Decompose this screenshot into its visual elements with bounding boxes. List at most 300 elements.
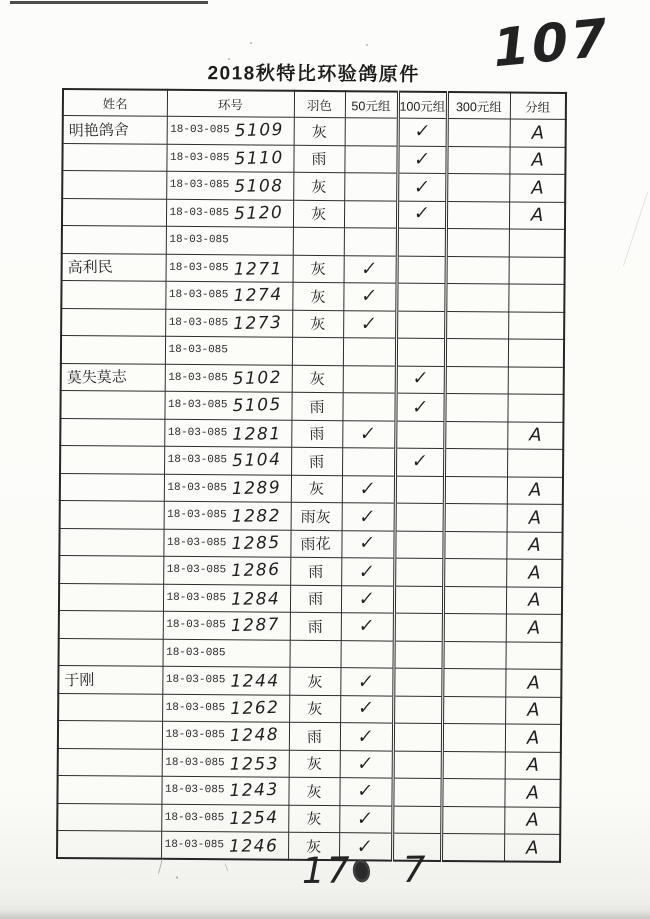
cell-300yuan-group [442, 696, 505, 724]
cell-300yuan-group [443, 558, 506, 586]
cell-50yuan-group [339, 805, 392, 833]
feather-color-text: 灰 [307, 672, 323, 691]
table-row [61, 363, 564, 394]
cell-300yuan-group [445, 366, 508, 394]
checkmark-50yuan: ✓ [358, 532, 377, 555]
cell-feather-color [290, 612, 341, 640]
table-row [61, 280, 564, 311]
cell-50yuan-group [343, 283, 396, 311]
group-letter-text: A [528, 479, 541, 502]
cell-100yuan-group [393, 751, 442, 779]
cell-owner-name [62, 253, 166, 281]
group-letter-text: A [528, 424, 542, 447]
cell-group-assignment [509, 229, 565, 257]
cell-50yuan-group [342, 448, 395, 476]
feather-color-text: 雨 [309, 397, 325, 416]
cell-100yuan-group [393, 668, 442, 696]
cell-50yuan-group [340, 750, 393, 778]
cell-group-assignment [507, 421, 563, 449]
group-letter-text: A [527, 562, 541, 584]
cell-300yuan-group [446, 146, 509, 174]
cell-feather-color [289, 750, 340, 778]
ring-number-text: 1244 [230, 671, 280, 692]
checkmark-50yuan: ✓ [358, 587, 376, 611]
cell-300yuan-group [446, 201, 509, 229]
feather-color-text: 灰 [309, 370, 325, 389]
cell-ring-number [164, 501, 291, 529]
cell-owner-name [60, 390, 164, 418]
feather-color-text: 灰 [310, 205, 327, 224]
feather-color-text: 雨 [307, 617, 324, 636]
ring-prefix-text: 18-03-085 [169, 261, 229, 275]
cell-owner-name [57, 830, 161, 858]
group-letter-text: A [530, 204, 544, 227]
table-row [60, 473, 563, 504]
table-body [57, 115, 566, 861]
cell-group-assignment [504, 779, 560, 807]
ring-prefix-text: 18-03-085 [164, 784, 225, 797]
cell-50yuan-group [340, 695, 393, 723]
faint-pencil-mark [158, 859, 163, 874]
cell-ring-number [166, 226, 293, 254]
cell-300yuan-group [441, 778, 504, 806]
ring-prefix-text: 18-03-085 [165, 756, 225, 770]
feather-color-text: 雨灰 [300, 507, 332, 527]
cell-group-assignment [508, 311, 564, 339]
cell-group-assignment [508, 339, 564, 367]
checkmark-50yuan: ✓ [359, 422, 378, 446]
cell-300yuan-group [442, 751, 505, 779]
col-header-group-assignment: 分组 [510, 92, 566, 119]
group-letter-text: A [530, 177, 544, 199]
cell-feather-color [289, 667, 340, 695]
ring-prefix-text: 18-03-085 [166, 646, 226, 659]
col-header-100yuan-group: 100元组 [398, 92, 447, 119]
ring-number-text: 1273 [232, 312, 283, 334]
cell-feather-color [294, 117, 345, 145]
feather-color-text: 灰 [306, 782, 322, 801]
cell-ring-number [163, 639, 290, 667]
cell-feather-color [293, 172, 344, 200]
cell-group-assignment [505, 669, 561, 697]
table-row [58, 665, 561, 696]
checkmark-50yuan: ✓ [358, 614, 376, 637]
feather-color-text: 灰 [311, 177, 327, 196]
cell-ring-number [164, 446, 291, 474]
cell-ring-number [163, 556, 290, 584]
checkmark-50yuan: ✓ [358, 477, 377, 501]
checkmark-50yuan: ✓ [360, 312, 379, 336]
cell-ring-number [161, 831, 288, 859]
ring-prefix-text: 18-03-085 [167, 454, 228, 467]
document-title: 2018秋特比环验鸽原件 [207, 63, 420, 86]
cell-50yuan-group [340, 668, 393, 696]
cell-ring-number [164, 474, 291, 502]
cell-ring-number [163, 611, 290, 639]
cell-group-assignment [507, 449, 563, 477]
feather-color-text: 灰 [306, 755, 323, 774]
cell-100yuan-group [393, 723, 442, 751]
cell-owner-name [58, 720, 162, 748]
ring-prefix-text: 18-03-085 [165, 729, 225, 742]
cell-feather-color [292, 337, 343, 365]
cell-50yuan-group [342, 393, 395, 421]
cell-300yuan-group [441, 833, 504, 861]
cell-300yuan-group [444, 393, 507, 421]
scan-bottom-shadow [0, 910, 650, 919]
owner-name-text: 莫失莫志 [66, 367, 127, 387]
cell-100yuan-group [395, 448, 444, 476]
cell-ring-number [163, 529, 290, 557]
cell-group-assignment [504, 806, 560, 834]
cell-owner-name [59, 528, 163, 556]
checkmark-100yuan: ✓ [412, 202, 431, 225]
group-letter-text: A [530, 149, 544, 172]
feather-color-text: 灰 [306, 700, 323, 719]
ring-number-text: 1284 [230, 589, 281, 610]
cell-300yuan-group [444, 421, 507, 449]
ring-prefix-text: 18-03-085 [169, 179, 230, 192]
owner-name-text: 明艳鸽舍 [68, 120, 129, 140]
group-letter-text: A [526, 782, 539, 804]
cell-300yuan-group [446, 173, 509, 201]
cell-owner-name [58, 748, 162, 776]
cell-100yuan-group [394, 558, 443, 586]
handwritten-footer-tally [302, 850, 428, 892]
table-row [58, 748, 561, 779]
cell-owner-name [62, 198, 166, 226]
checkmark-100yuan: ✓ [411, 367, 430, 390]
checkmark-50yuan: ✓ [358, 505, 377, 529]
cell-ring-number [167, 116, 294, 144]
cell-50yuan-group [344, 200, 397, 228]
ring-prefix-text: 18-03-085 [168, 343, 228, 357]
cell-100yuan-group [395, 476, 444, 504]
cell-feather-color [290, 557, 341, 585]
cell-100yuan-group [395, 393, 444, 421]
cell-100yuan-group [397, 228, 446, 256]
ring-number-text: 1262 [229, 697, 280, 719]
cell-300yuan-group [446, 228, 509, 256]
cell-feather-color [289, 722, 340, 750]
ring-number-text: 1254 [228, 807, 279, 829]
pigeon-ring-table [56, 88, 567, 863]
feather-color-text: 灰 [306, 810, 322, 829]
cell-group-assignment [504, 834, 560, 862]
cell-100yuan-group [394, 613, 443, 641]
checkmark-100yuan: ✓ [413, 148, 431, 171]
table-row [62, 170, 565, 201]
ring-prefix-text: 18-03-085 [164, 811, 225, 825]
feather-color-text: 灰 [311, 122, 327, 141]
cell-50yuan-group [345, 118, 398, 146]
cell-100yuan-group [395, 503, 444, 531]
ring-number-text: 5109 [234, 120, 285, 142]
group-letter-text: A [527, 617, 540, 639]
ring-number-text: 1243 [229, 780, 279, 802]
checkmark-50yuan: ✓ [357, 725, 375, 749]
cell-ring-number [166, 254, 293, 282]
cell-owner-name [61, 308, 165, 336]
cell-feather-color [290, 530, 341, 558]
cell-50yuan-group [343, 310, 396, 338]
group-letter-text: A [527, 534, 541, 557]
cell-50yuan-group [341, 585, 394, 613]
checkmark-100yuan: ✓ [411, 395, 430, 419]
table-row [60, 445, 563, 476]
table-row [59, 610, 562, 641]
ring-number-text: 1281 [232, 424, 282, 445]
table-row [59, 555, 562, 586]
cell-group-assignment [507, 476, 563, 504]
col-header-owner-name: 姓名 [63, 89, 167, 116]
cell-100yuan-group [394, 586, 443, 614]
cell-ring-number [163, 584, 290, 612]
cell-300yuan-group [442, 641, 505, 669]
table-row [60, 500, 563, 531]
cell-feather-color [292, 310, 343, 338]
cell-50yuan-group [341, 613, 394, 641]
cell-owner-name [58, 665, 162, 693]
table-row [60, 418, 563, 449]
checkmark-50yuan: ✓ [357, 697, 376, 720]
table-header-row [63, 89, 566, 119]
cell-group-assignment [508, 366, 564, 394]
cell-owner-name [57, 803, 161, 831]
feather-color-text: 灰 [310, 287, 326, 306]
ring-number-text: 1282 [231, 506, 281, 527]
feather-color-text: 雨 [308, 452, 325, 471]
cell-300yuan-group [443, 531, 506, 559]
feather-color-text: 雨 [307, 590, 324, 609]
cell-feather-color [290, 640, 341, 668]
cell-50yuan-group [342, 475, 395, 503]
owner-name-text: 于刚 [64, 670, 95, 690]
checkmark-50yuan: ✓ [356, 779, 375, 802]
cell-ring-number [161, 776, 288, 804]
cell-owner-name [59, 638, 163, 666]
cell-50yuan-group [344, 255, 397, 283]
ring-prefix-text: 18-03-085 [169, 151, 230, 165]
checkmark-100yuan: ✓ [410, 450, 429, 472]
cell-100yuan-group [397, 173, 446, 201]
cell-owner-name [62, 225, 166, 253]
cell-50yuan-group [340, 723, 393, 751]
ring-prefix-text: 18-03-085 [165, 674, 226, 687]
cell-100yuan-group [397, 256, 446, 284]
ring-number-text: 1289 [231, 477, 282, 499]
ring-prefix-text: 18-03-085 [166, 536, 227, 550]
cell-owner-name [61, 363, 165, 391]
table-row [62, 225, 565, 256]
cell-group-assignment [505, 751, 561, 779]
owner-name-text: 高利民 [67, 257, 113, 277]
ring-number-text: 1274 [233, 285, 283, 307]
checkmark-100yuan: ✓ [412, 175, 431, 199]
table-row [62, 143, 565, 174]
ring-number-text: 5104 [231, 450, 282, 472]
table-row [60, 390, 563, 421]
cell-50yuan-group [341, 530, 394, 558]
checkmark-50yuan: ✓ [360, 284, 379, 307]
cell-feather-color [292, 365, 343, 393]
group-letter-text: A [526, 699, 540, 721]
tally-second-number: 7 [402, 849, 428, 892]
cell-50yuan-group [341, 558, 394, 586]
feather-color-text: 雨 [311, 150, 327, 169]
cell-feather-color [291, 475, 342, 503]
ring-prefix-text: 18-03-085 [170, 124, 230, 137]
ring-number-text: 5108 [234, 176, 284, 198]
group-letter-text: A [526, 727, 539, 749]
group-letter-text: A [525, 837, 539, 859]
table-row [57, 775, 560, 806]
feather-color-text: 雨 [308, 562, 324, 581]
ring-number-text: 1248 [229, 725, 280, 747]
ring-prefix-text: 18-03-085 [168, 316, 229, 330]
cell-100yuan-group [394, 531, 443, 559]
cell-feather-color [290, 585, 341, 613]
cell-ring-number [166, 144, 293, 172]
cell-feather-color [291, 420, 342, 448]
feather-color-text: 灰 [310, 260, 326, 279]
cell-50yuan-group [344, 145, 397, 173]
faint-pencil-mark [225, 863, 229, 871]
cell-300yuan-group [443, 586, 506, 614]
ring-number-text: 5102 [232, 367, 283, 389]
cell-50yuan-group [344, 173, 397, 201]
feather-color-text: 雨 [306, 727, 323, 746]
cell-group-assignment [509, 201, 565, 229]
cell-feather-color [293, 227, 344, 255]
ring-prefix-text: 18-03-085 [166, 564, 227, 577]
cell-ring-number [165, 336, 292, 364]
feather-color-text: 灰 [309, 315, 326, 334]
cell-100yuan-group [398, 118, 447, 146]
ring-number-text: 1253 [229, 754, 280, 775]
checkmark-50yuan: ✓ [356, 752, 375, 776]
cell-group-assignment [507, 504, 563, 532]
feather-color-text: 灰 [305, 837, 322, 856]
ring-prefix-text: 18-03-085 [164, 838, 225, 852]
cell-feather-color [293, 200, 344, 228]
cell-owner-name [57, 775, 161, 803]
ring-number-text: 1287 [230, 615, 281, 637]
cell-50yuan-group [342, 503, 395, 531]
ring-prefix-text: 18-03-085 [166, 619, 226, 632]
cell-100yuan-group [397, 146, 446, 174]
cell-50yuan-group [342, 420, 395, 448]
cell-100yuan-group [397, 201, 446, 229]
cell-ring-number [164, 419, 291, 447]
cell-group-assignment [506, 614, 562, 642]
cell-ring-number [164, 391, 291, 419]
ring-number-text: 5120 [233, 202, 284, 224]
feather-color-text: 雨花 [300, 534, 332, 554]
group-letter-text: A [525, 754, 540, 777]
cell-ring-number [162, 749, 289, 777]
cell-feather-color [291, 502, 342, 530]
ring-number-text: 1285 [231, 532, 281, 554]
cell-group-assignment [505, 724, 561, 752]
cell-group-assignment [505, 696, 561, 724]
cell-owner-name [61, 335, 165, 363]
cell-ring-number [162, 721, 289, 749]
cell-group-assignment [506, 531, 562, 559]
cell-owner-name [62, 143, 166, 171]
feather-color-text: 雨 [309, 425, 325, 444]
col-header-ring-number: 环号 [167, 90, 294, 117]
cell-feather-color [288, 805, 339, 833]
cell-300yuan-group [445, 338, 508, 366]
col-header-50yuan-group: 50元组 [345, 91, 398, 118]
cell-owner-name [63, 115, 167, 143]
table-row [59, 583, 562, 614]
cell-ring-number [165, 309, 292, 337]
table-row [59, 638, 562, 669]
cell-50yuan-group [343, 365, 396, 393]
cell-100yuan-group [396, 283, 445, 311]
cell-group-assignment [508, 284, 564, 312]
table-row [63, 115, 566, 146]
handwritten-page-number: 107 [489, 7, 614, 80]
cell-owner-name [61, 280, 165, 308]
table-row [58, 693, 561, 724]
ring-prefix-text: 18-03-085 [169, 206, 230, 220]
cell-ring-number [166, 199, 293, 227]
cell-owner-name [62, 170, 166, 198]
cell-group-assignment [509, 146, 565, 174]
cell-ring-number [165, 364, 292, 392]
cell-300yuan-group [443, 613, 506, 641]
cell-owner-name [60, 500, 164, 528]
cell-100yuan-group [393, 696, 442, 724]
cell-feather-color [293, 145, 344, 173]
ring-prefix-text: 18-03-085 [169, 233, 229, 247]
cell-group-assignment [509, 174, 565, 202]
ring-prefix-text: 18-03-085 [168, 399, 228, 412]
cell-feather-color [289, 695, 340, 723]
cell-feather-color [288, 777, 339, 805]
cell-300yuan-group [444, 448, 507, 476]
cell-100yuan-group [396, 366, 445, 394]
group-letter-text: A [531, 122, 544, 144]
checkmark-50yuan: ✓ [356, 807, 375, 831]
cell-group-assignment [506, 586, 562, 614]
checkmark-50yuan: ✓ [360, 257, 379, 281]
ring-prefix-text: 18-03-085 [167, 509, 227, 522]
cell-group-assignment [506, 559, 562, 587]
cell-100yuan-group [396, 338, 445, 366]
cell-ring-number [162, 666, 289, 694]
cell-300yuan-group [446, 256, 509, 284]
table-row [59, 528, 562, 559]
cell-300yuan-group [442, 723, 505, 751]
cell-owner-name [59, 610, 163, 638]
cell-50yuan-group [343, 338, 396, 366]
ring-prefix-text: 18-03-085 [167, 426, 228, 440]
ring-prefix-text: 18-03-085 [166, 591, 227, 605]
cell-feather-color [291, 447, 342, 475]
table-row [57, 803, 560, 834]
cell-group-assignment [510, 119, 566, 147]
checkmark-50yuan: ✓ [357, 670, 376, 694]
ring-number-text: 5110 [234, 147, 284, 169]
ring-number-text: 1246 [228, 836, 279, 857]
table-row [61, 335, 564, 366]
cell-feather-color [292, 282, 343, 310]
group-letter-text: A [527, 589, 541, 612]
